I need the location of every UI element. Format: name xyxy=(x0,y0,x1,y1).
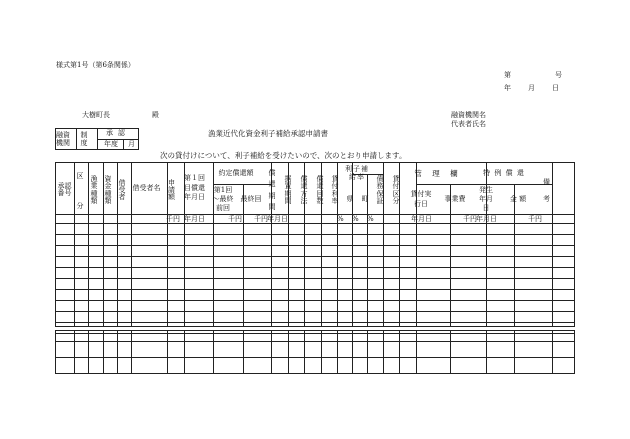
header-fund-type: 資金種類 xyxy=(104,175,112,205)
header-loan-category: 貸付区分 xyxy=(392,175,400,205)
date-day: 日 xyxy=(552,84,559,92)
header-town: 町 xyxy=(361,194,369,203)
header-guarantee: 債務保証 xyxy=(376,175,384,205)
header-first-to-final: 第1回～最終前回 xyxy=(212,186,234,212)
date-year: 年 xyxy=(504,84,511,92)
table-break-separator xyxy=(55,326,575,331)
header-occurrence-date: 発生年月日 xyxy=(479,185,493,213)
header-first-repayment-date: 第１回目償還年月日 xyxy=(184,174,205,202)
unit-first-repayment-date: 年月日 xyxy=(184,215,205,223)
header-scheduled-repayment: 約定償還額 xyxy=(218,169,254,178)
header-borrower: 借受者 xyxy=(118,178,126,202)
unit-loan-execution-date: 年月日 xyxy=(411,215,432,223)
header-borrower-name: 借受者名 xyxy=(132,183,161,192)
header-category: 区分 xyxy=(76,171,84,210)
header-grace-period: 据置期間 xyxy=(284,175,292,205)
header-amount: 金 額 xyxy=(509,194,527,203)
date-month: 月 xyxy=(528,84,535,92)
form-number: 様式第1号（第6条関係） xyxy=(56,61,135,69)
mini-institution-label: 融資機関 xyxy=(56,131,70,147)
header-repayment-count: 償還回数 xyxy=(316,175,324,205)
header-project-cost: 事業費 xyxy=(444,194,466,203)
header-repayment-method: 償還方法 xyxy=(300,175,308,205)
header-application-amount: 申請額 xyxy=(168,178,175,202)
header-final: 最終回 xyxy=(240,194,262,203)
unit-final: 千円 xyxy=(254,215,268,223)
document-number-label: 第 xyxy=(504,71,511,79)
unit-occurrence-date: 年月日 xyxy=(476,215,497,223)
mini-fiscal-year-label: 年度 xyxy=(104,140,118,149)
header-subsidy-rate: 利子補給率 xyxy=(345,165,369,181)
unit-repayment-period: 年月日 xyxy=(267,215,288,223)
unit-amount: 千円 xyxy=(528,215,542,223)
header-remarks: 備考 xyxy=(543,177,550,203)
mini-system-label: 制度 xyxy=(80,131,93,147)
header-loan-execution-date: 貸付実行日 xyxy=(410,190,432,208)
unit-town: % xyxy=(367,215,374,223)
header-approval-no: 承認番号 xyxy=(57,181,72,197)
unit-loan-rate: % xyxy=(337,215,344,223)
representative-label: 代表者氏名 xyxy=(451,120,486,128)
header-loan-rate: 貸付利率 xyxy=(331,175,339,205)
unit-application-amount: 千円 xyxy=(166,215,180,223)
intro-text: 次の貸付けについて、利子補給を受けたいので、次のとおり申請します。 xyxy=(160,151,407,160)
header-management: 管 理 欄 xyxy=(414,169,462,179)
unit-prefecture: % xyxy=(352,215,359,223)
document-number-suffix: 号 xyxy=(555,71,562,79)
mini-month-label: 月 xyxy=(128,140,135,149)
document-title: 漁業近代化資金利子補給承認申請書 xyxy=(208,129,328,138)
header-repayment-period: 償還期間 xyxy=(268,169,276,211)
header-fishery-type: 漁業種類 xyxy=(90,175,98,205)
institution-name-label: 融資機関名 xyxy=(451,111,486,119)
header-special-repayment: 特 例 償 還 xyxy=(483,169,525,178)
mini-approval-label: 承認 xyxy=(106,129,130,138)
unit-project-cost: 千円 xyxy=(463,215,477,223)
header-prefecture: 県 xyxy=(346,194,354,203)
addressee-honorific: 殿 xyxy=(152,111,159,119)
addressee: 大樹町長 xyxy=(82,111,110,119)
unit-first-to-final: 千円 xyxy=(228,215,242,223)
